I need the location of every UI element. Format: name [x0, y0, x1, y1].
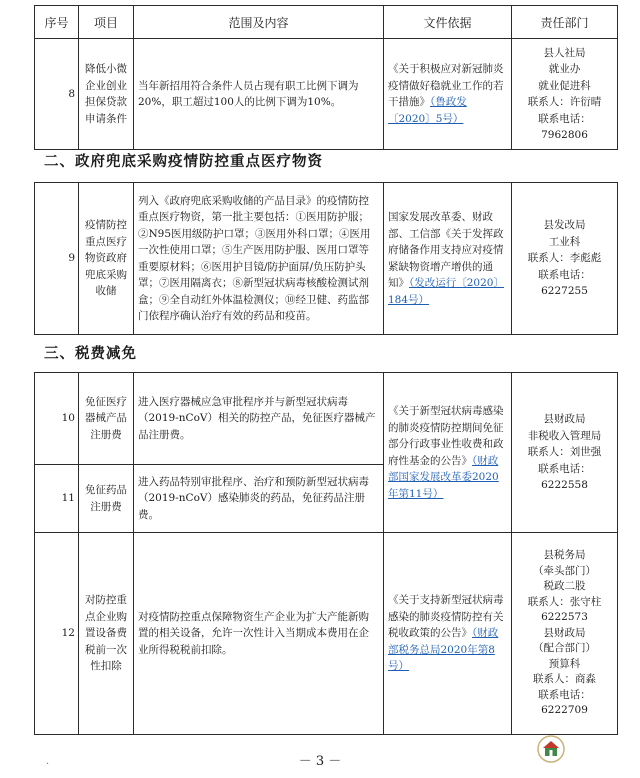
table-row [35, 373, 618, 465]
section-heading-3: 三、税费减免 [44, 346, 137, 362]
dept-line: 联系人：张守柱 [527, 595, 602, 608]
table-header-row [35, 6, 618, 39]
row-dept [512, 39, 618, 150]
row-content: 列入《政府兜底采购收储的产品目录》的疫情防控重点医疗物资，第一批主要包括：①医用防护服；②N95医用级防护口罩；③医用外科口罩；④医用一次性使用口罩；⑤生产医用防护服、医用口罩等重要原材料；⑥医用护目镜/防护面屏/负压防护头罩；⑦医用隔离衣；⑧新型冠状病毒核酸检测试剂盒；⑨全自动红外体温检测仪；⑩经卫健、药监部门依程序确认治疗有效的药品和疫苗。 [134, 183, 384, 335]
dept-line: 6222709 [541, 704, 588, 717]
dept-line: （牵头部门） [533, 564, 596, 577]
col-header-dept: 责任部门 [512, 6, 618, 39]
row-item: 降低小微企业创业担保贷款申请条件 [79, 39, 134, 150]
row-basis [384, 183, 512, 335]
row-number: 10 [35, 373, 79, 465]
dept-line: 县财政局 [543, 413, 586, 426]
dept-line: 联系电话： [538, 688, 591, 701]
basis-document-link[interactable]: （财政部税务总局2020年第8号） [388, 627, 499, 673]
dept-line: 联系人：李彪彪 [527, 252, 602, 265]
dept-line: 就业办 [548, 63, 581, 75]
basis-document-title: 《关于积极应对新冠肺炎疫情做好稳就业工作的若干措施》 [388, 63, 504, 108]
dept-line: 联系电话： [538, 462, 591, 475]
dept-line: 税政二股 [543, 580, 586, 593]
row-item: 免征医疗器械产品注册费 [79, 373, 134, 465]
dept-line: 联系人：刘世强 [527, 446, 602, 459]
dept-line: 6222558 [541, 479, 588, 492]
basis-document-title: 国家发展改革委、财政部、工信部《关于发挥政府储备作用支持应对疫情紧缺物资增产增供的通知》 [388, 211, 504, 289]
section-heading-2: 二、政府兜底采购疫情防控重点医疗物资 [44, 154, 323, 170]
row-number: 9 [35, 183, 79, 335]
table-row [35, 39, 618, 150]
dept-line: 工业科 [548, 235, 581, 248]
table-row [35, 533, 618, 735]
dept-line: 县人社局 [543, 46, 586, 59]
row-item: 免征药品注册费 [79, 465, 134, 533]
row-content: 进入药品特别审批程序、治疗和预防新型冠状病毒（2019-nCoV）感染肺炎的药品，免征药品注册费。 [134, 465, 384, 533]
dept-line: 7962806 [541, 129, 588, 141]
col-header-item: 项目 [79, 6, 134, 39]
row-number: 11 [35, 465, 79, 533]
dept-line: 县税务局 [543, 549, 586, 562]
policy-table-1 [34, 5, 618, 150]
bottom-mark: . [46, 756, 50, 767]
basis-document-link[interactable]: （财政部国家发展改革委2020年第11号） [388, 454, 499, 500]
dept-line: 县财政局 [543, 626, 586, 639]
row-dept [512, 183, 618, 335]
row-content: 进入医疗器械应急审批程序并与新型冠状病毒（2019-nCoV）相关的防控产品，免征医疗器械产品注册费。 [134, 373, 384, 465]
row-dept [512, 373, 618, 533]
basis-document-title: 《关于支持新型冠状病毒感染的肺炎疫情防控有关税收政策的公告》 [388, 594, 504, 640]
table-row [35, 183, 618, 335]
dept-line: 6222573 [541, 611, 588, 624]
dept-line: （配合部门） [533, 642, 596, 655]
policy-table-2 [34, 182, 618, 335]
dept-line: 联系电话： [538, 268, 591, 281]
dept-line: 非税收入管理局 [527, 429, 602, 442]
basis-document-title: 《关于新型冠状病毒感染的肺炎疫情防控期间免征部分行政事业性收费和政府性基金的公告》 [388, 405, 504, 467]
row-content: 对疫情防控重点保障物资生产企业为扩大产能新购置的相关设备，允许一次性计入当期成本费用在企业所得税税前扣除。 [134, 533, 384, 735]
row-dept [512, 533, 618, 735]
row-basis [384, 39, 512, 150]
page-number: － 3 － [298, 754, 342, 769]
col-header-number: 序号 [35, 6, 79, 39]
row-item: 疫情防控重点医疗物资政府兜底采购收储 [79, 183, 134, 335]
watermark-logo-icon [536, 734, 566, 764]
dept-line: 联系人：许衍晴 [527, 96, 602, 108]
row-item: 对防控重点企业购置设备费税前一次性扣除 [79, 533, 134, 735]
col-header-content: 范围及内容 [134, 6, 384, 39]
row-number: 8 [35, 39, 79, 150]
row-number: 12 [35, 533, 79, 735]
dept-line: 6227255 [541, 285, 588, 298]
col-header-basis: 文件依据 [384, 6, 512, 39]
dept-line: 就业促进科 [538, 79, 591, 92]
basis-document-link[interactable]: （鲁政发〔2020〕5号） [388, 96, 467, 125]
row-basis [384, 373, 512, 533]
dept-line: 县发改局 [543, 219, 586, 232]
dept-line: 联系人：商淼 [533, 673, 596, 686]
dept-line: 联系电话： [538, 112, 591, 125]
basis-document-link[interactable]: （发改运行〔2020〕184号） [388, 277, 504, 306]
row-basis [384, 533, 512, 735]
dept-line: 预算科 [548, 657, 581, 670]
policy-table-3 [34, 372, 618, 735]
row-content: 当年新招用符合条件人员占现有职工比例下调为20%，职工超过100人的比例下调为10%。 [134, 39, 384, 150]
